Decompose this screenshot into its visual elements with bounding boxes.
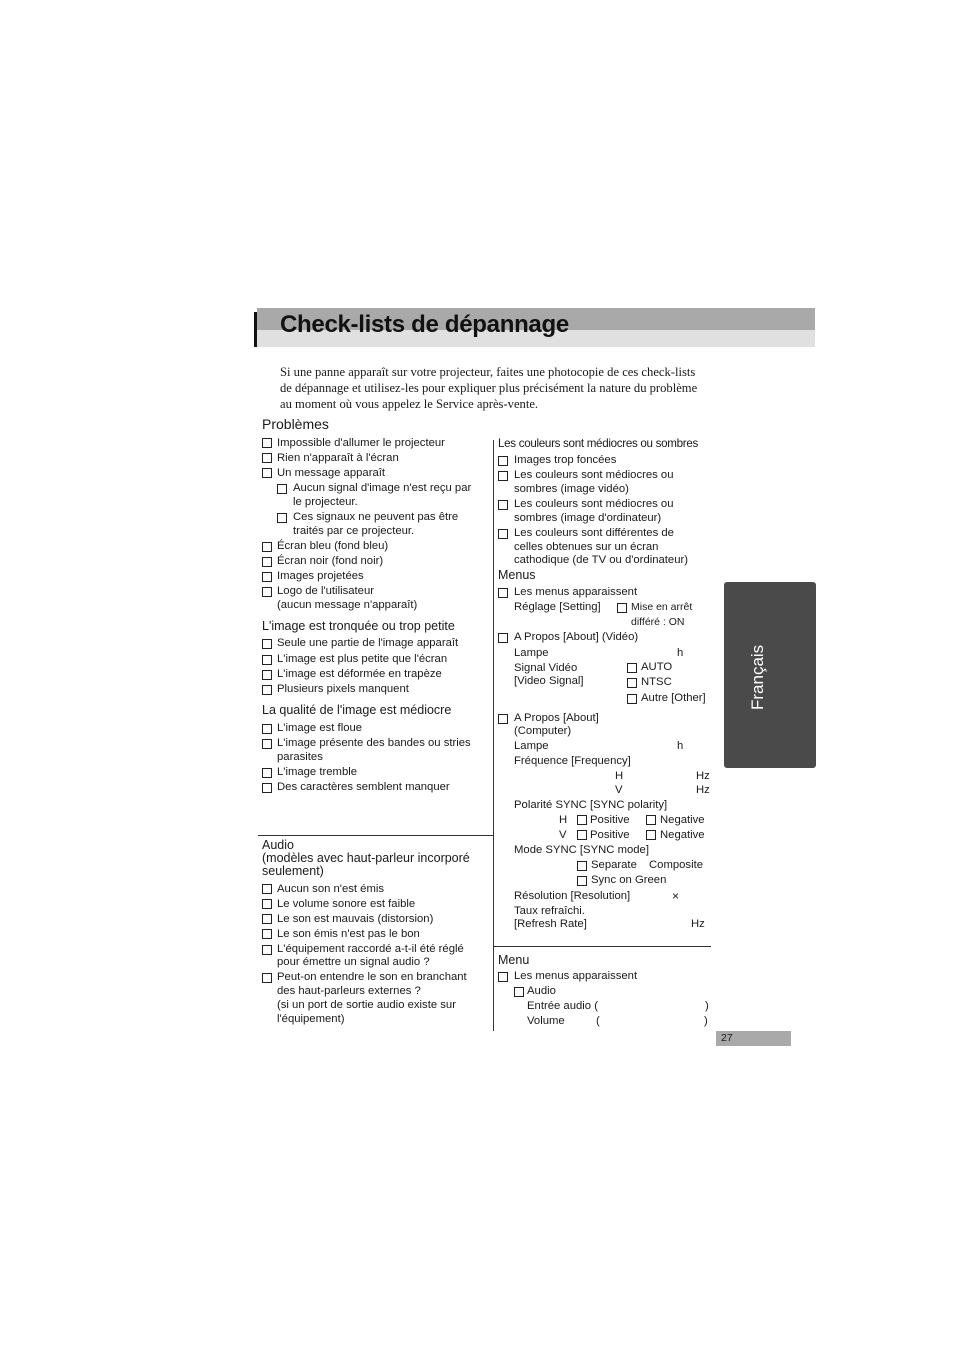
sync-polarity-label: Polarité SYNC [SYNC polarity] [514,799,668,811]
option-label: Audio [527,985,556,997]
intro-paragraph [280,364,720,412]
checkbox[interactable] [262,438,272,448]
title-accent-bar [254,312,257,347]
checklist-label: parasites [277,751,323,763]
checklist-label: Images trop foncées [514,454,617,466]
checkbox[interactable] [262,899,272,909]
checkbox[interactable] [498,471,508,481]
checkbox[interactable] [262,572,272,582]
checklist-label: Impossible d'allumer le projecteur [277,437,445,449]
checkbox[interactable] [262,884,272,894]
checkbox[interactable] [577,830,587,840]
checkbox[interactable] [262,685,272,695]
standby-label: Mise en arrêt [631,601,693,613]
lamp-label: Lampe [514,647,549,659]
checkbox[interactable] [262,453,272,463]
option-label: Sync on Green [591,874,667,886]
page-number: 27 [721,1032,733,1044]
checklist-label: L'image est déformée en trapèze [277,668,442,680]
option-label: Separate [591,859,637,871]
colors-heading: Les couleurs sont médiocres ou sombres [498,437,698,450]
refresh-label: [Refresh Rate] [514,918,587,930]
checklist-label: Un message apparaît [277,467,386,479]
checkbox[interactable] [498,714,508,724]
checkbox[interactable] [262,655,272,665]
checkbox[interactable] [498,456,508,466]
option-label: Positive [590,829,630,841]
checkbox[interactable] [262,542,272,552]
checklist-label: Les couleurs sont médiocres ou [514,498,674,510]
checkbox[interactable] [498,588,508,598]
checklist-label: A Propos [About] [514,712,599,724]
unit-label: Hz [696,784,710,796]
unit-label: Hz [691,918,705,930]
checklist-label: (si un port de sortie audio existe sur [277,999,456,1011]
checklist-label: Écran bleu (fond bleu) [277,540,389,552]
checklist-label: Les menus apparaissent [514,586,638,598]
axis-v-label: V [559,829,567,841]
checkbox[interactable] [514,987,524,997]
audio-heading-line: Audio [262,838,294,852]
checkbox[interactable] [262,783,272,793]
frequency-label: Fréquence [Frequency] [514,755,631,767]
checklist-label: cathodique (de TV ou d'ordinateur) [514,554,689,566]
menus-heading: Menus [498,568,536,582]
checklist-label: pour émettre un signal audio ? [277,956,430,968]
checklist-label: Logo de l'utilisateur [277,585,374,597]
intro-line: Si une panne apparaît sur votre projecteur, faites une photocopie de ces check-lists [280,365,696,379]
right-box-bottom-border [493,946,711,947]
resolution-label: Résolution [Resolution] [514,890,631,902]
video-signal-label: Signal Vidéo [514,662,578,674]
checkbox[interactable] [627,663,637,673]
checklist-label: Les couleurs sont différentes de [514,527,674,539]
checklist-label: Plusieurs pixels manquent [277,683,409,695]
setting-label: Réglage [Setting] [514,601,601,613]
checklist-label: le projecteur. [293,496,358,508]
checkbox[interactable] [262,739,272,749]
checkbox[interactable] [262,914,272,924]
checkbox[interactable] [498,500,508,510]
checklist-label: L'image est floue [277,722,363,734]
audio-heading-line: seulement) [262,864,324,878]
checkbox[interactable] [577,876,587,886]
option-label: Autre [Other] [641,692,706,704]
checklist-label: Aucun son n'est émis [277,883,385,895]
checklist-label: Les menus apparaissent [514,970,638,982]
checkbox[interactable] [577,861,587,871]
checklist-label: Peut-on entendre le son en branchant [277,971,467,983]
checklist-label: Des caractères semblent manquer [277,781,450,793]
checkbox[interactable] [262,768,272,778]
checklist-label: Seule une partie de l'image apparaît [277,637,459,649]
checklist-label: Aucun signal d'image n'est reçu par [293,482,472,494]
checkbox[interactable] [277,513,287,523]
intro-line: de dépannage et utilisez-les pour expliquer plus précisément la nature du problème [280,381,698,395]
unit-label: h [677,647,684,659]
right-box-left-border [493,747,494,947]
paren-label: ) [704,1015,708,1027]
checklist-label: Le son émis n'est pas le bon [277,928,420,940]
checklist-label: celles obtenues sur un écran [514,541,659,553]
axis-h-label: H [615,770,624,782]
standby-label: différé : ON [631,616,685,628]
checkbox[interactable] [262,639,272,649]
checkbox[interactable] [627,694,637,704]
checkbox[interactable] [262,973,272,983]
checkbox[interactable] [617,603,627,613]
right-box-left-border [493,440,494,747]
checkbox[interactable] [262,670,272,680]
checklist-label: L'équipement raccordé a-t-il été réglé [277,943,464,955]
checkbox[interactable] [646,815,656,825]
video-signal-label: [Video Signal] [514,675,584,687]
lamp-label: Lampe [514,740,549,752]
option-label: Negative [660,829,705,841]
checkbox[interactable] [262,945,272,955]
checkbox[interactable] [627,678,637,688]
menu-heading: Menu [498,953,530,967]
option-label: NTSC [641,676,672,688]
refresh-label: Taux refraîchi. [514,905,585,917]
checklist-label: L'image présente des bandes ou stries [277,737,471,749]
quality-heading: La qualité de l'image est médiocre [262,703,452,717]
checkbox[interactable] [262,724,272,734]
checkbox[interactable] [577,815,587,825]
checklist-label: sombres (image vidéo) [514,483,629,495]
language-tab-label: Français [748,644,767,710]
option-label: Positive [590,814,630,826]
option-label: Negative [660,814,705,826]
paren-label: ( [596,1015,600,1027]
axis-v-label: V [615,784,623,796]
intro-line: au moment où vous appelez le Service après-vente. [280,397,539,411]
checklist-label: L'image tremble [277,766,358,778]
axis-h-label: H [559,814,568,826]
unit-label: h [677,740,684,752]
checklist-label: Le volume sonore est faible [277,898,416,910]
audio-heading [262,839,470,878]
checklist-label: A Propos [About] (Vidéo) [514,631,639,643]
checkbox[interactable] [498,972,508,982]
checklist-label: (Computer) [514,725,572,737]
checklist-label: L'image est plus petite que l'écran [277,653,448,665]
sync-mode-label: Mode SYNC [SYNC mode] [514,844,649,856]
checkbox[interactable] [262,468,272,478]
option-label: AUTO [641,661,673,673]
checkbox[interactable] [262,929,272,939]
checklist-label: traités par ce projecteur. [293,525,415,537]
checklist-label: Images projetées [277,570,364,582]
truncated-heading: L'image est tronquée ou trop petite [262,619,455,633]
volume-label: Volume [527,1015,565,1027]
checklist-label: des haut-parleurs externes ? [277,985,421,997]
language-tab [724,582,816,768]
checklist-label: Rien n'apparaît à l'écran [277,452,399,464]
checklist-label: sombres (image d'ordinateur) [514,512,662,524]
checklist-label: Écran noir (fond noir) [277,555,384,567]
checklist-label: (aucun message n'apparaît) [277,599,418,611]
option-label: Composite [649,859,703,871]
checklist-label: Les couleurs sont médiocres ou [514,469,674,481]
checkbox[interactable] [498,633,508,643]
checkbox[interactable] [262,557,272,567]
audio-heading-line: (modèles avec haut-parleur incorporé [262,851,470,865]
unit-label: Hz [696,770,710,782]
audio-input-label: Entrée audio ( [527,1000,598,1012]
paren-label: ) [705,1000,709,1012]
checklist-label: Le son est mauvais (distorsion) [277,913,434,925]
checkbox[interactable] [262,587,272,597]
checklist-label: Ces signaux ne peuvent pas être [293,511,459,523]
checkbox[interactable] [277,484,287,494]
page-title: Check-lists de dépannage [280,311,569,338]
checkbox[interactable] [646,830,656,840]
checkbox[interactable] [498,529,508,539]
audio-box-top-border [258,835,494,836]
problems-heading: Problèmes [262,416,329,432]
times-icon: × [672,889,680,903]
checklist-label: l'équipement) [277,1013,345,1025]
